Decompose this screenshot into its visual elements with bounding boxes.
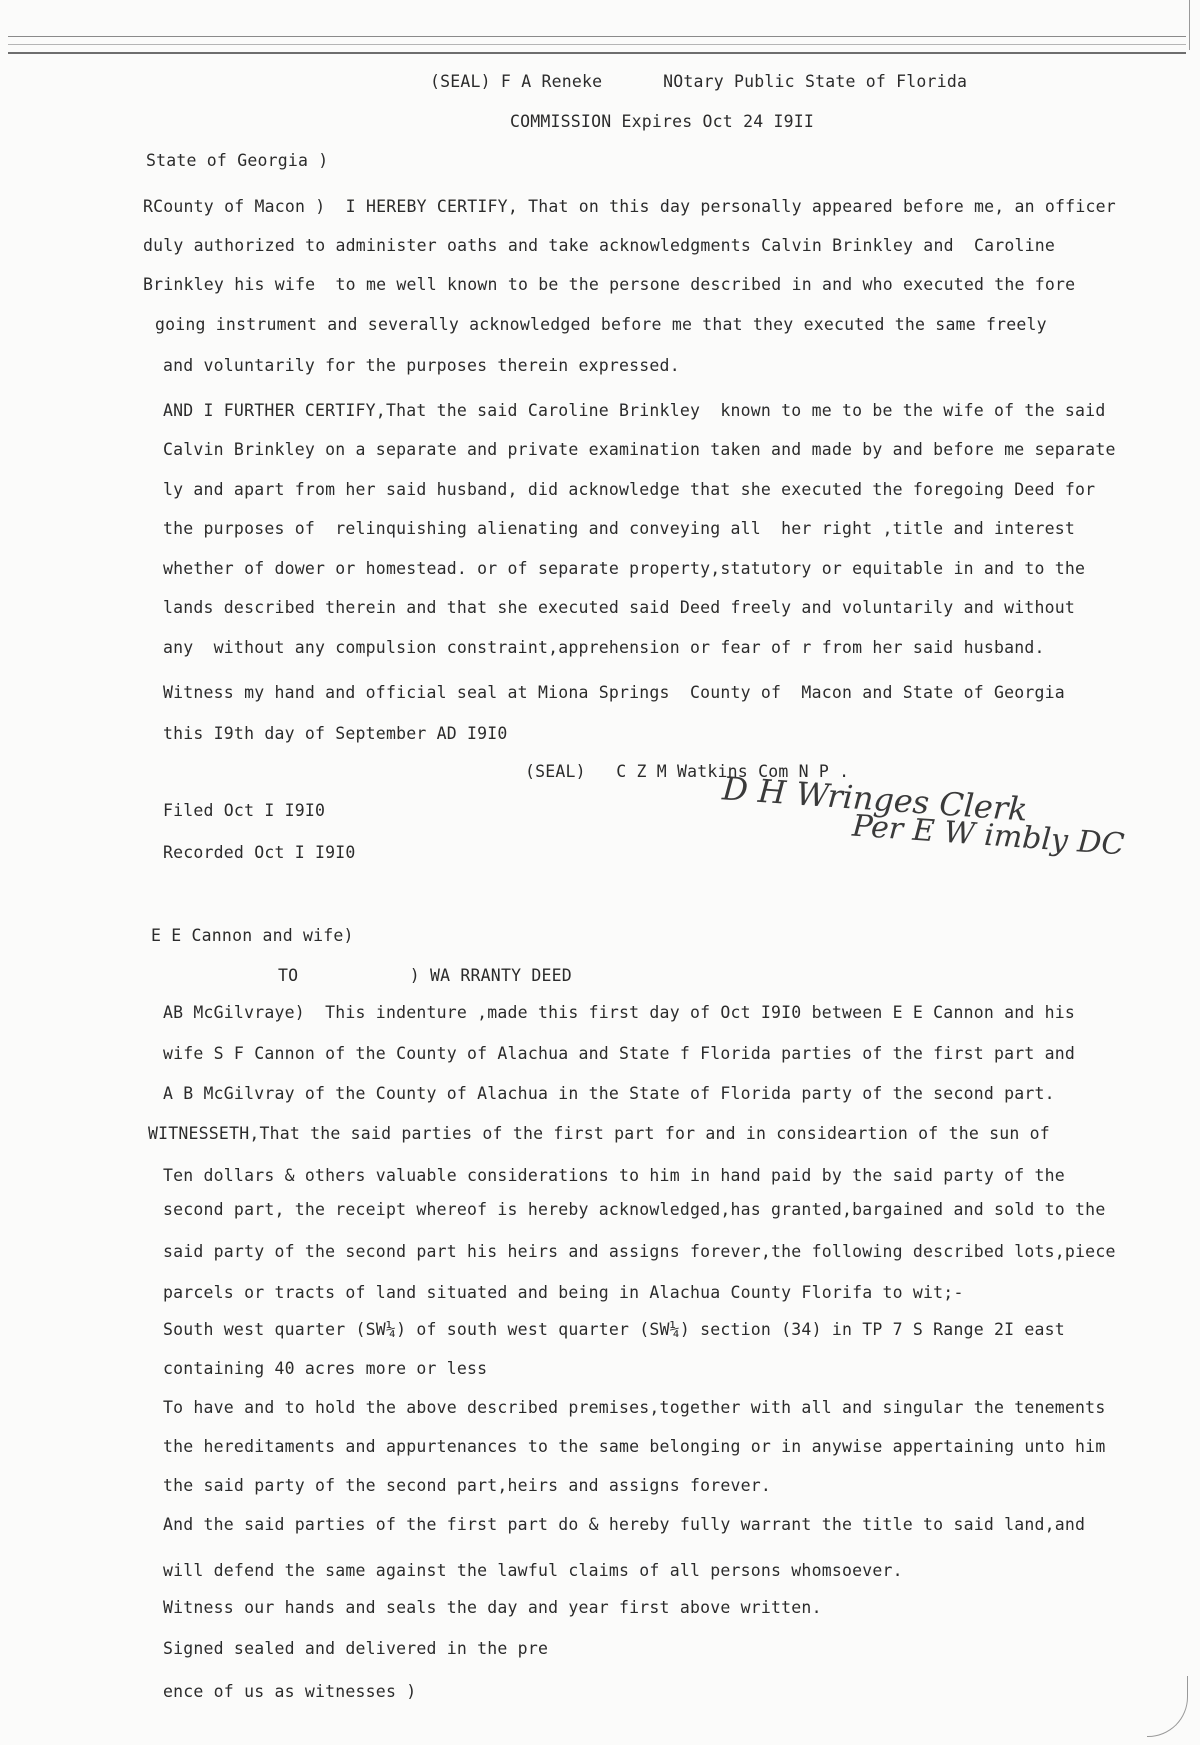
ack-line: duly authorized to administer oaths and take acknowledgments Calvin Brinkley and Caroline <box>143 236 1056 255</box>
deed-line: the hereditaments and appurtenances to the same belonging or in anywise appertaining unto him <box>163 1437 1106 1456</box>
ack-line: the purposes of relinquishing alienating and conveying all her right ,title and interest <box>163 519 1076 538</box>
deed-line: South west quarter (SW¼) of south west quarter (SW¼) section (34) in TP 7 S Range 2I east <box>163 1320 1065 1339</box>
ack-line: going instrument and severally acknowledged before me that they executed the same freely <box>155 315 1047 334</box>
deed-line: ence of us as witnesses ) <box>163 1682 417 1701</box>
ack-line: Calvin Brinkley on a separate and private examination taken and made by and before me separate <box>163 440 1116 459</box>
ack-line: this I9th day of September AD I9I0 <box>163 724 508 743</box>
deed-line: A B McGilvray of the County of Alachua in the State of Florida party of the second part. <box>163 1084 1055 1103</box>
deed-line: Ten dollars & others valuable considerations to him in hand paid by the said party of the <box>163 1166 1065 1185</box>
ack-line: whether of dower or homestead. or of separate property,statutory or equitable in and to the <box>163 559 1086 578</box>
deputy-clerk-signature: Per E W imbly DC <box>851 808 1126 863</box>
top-rule <box>8 44 1186 45</box>
deed-line: And the said parties of the first part do & hereby fully warrant the title to said land,and <box>163 1515 1086 1534</box>
deed-line: parcels or tracts of land situated and being in Alachua County Florifa to wit;- <box>163 1283 964 1302</box>
ack-line: Brinkley his wife to me well known to be the persone described in and who executed the fore <box>143 275 1076 294</box>
header-seal-line: (SEAL) F A Reneke NOtary Public State of Florida <box>430 72 968 91</box>
deed-line: AB McGilvraye) This indenture ,made this first day of Oct I9I0 between E E Cannon and his <box>163 1003 1076 1022</box>
notary-seal-line: (SEAL) C Z M Watkins Com N P . <box>525 762 850 781</box>
ack-line: lands described therein and that she executed said Deed freely and voluntarily and without <box>163 598 1076 617</box>
page-curl <box>1147 1676 1188 1737</box>
deed-line: To have and to hold the above described premises,together with all and singular the tenements <box>163 1398 1106 1417</box>
deed-line: Witness our hands and seals the day and year first above written. <box>163 1598 822 1617</box>
deed-party-line: E E Cannon and wife) <box>151 926 354 945</box>
deed-line: the said party of the second part,heirs and assigns forever. <box>163 1476 772 1495</box>
ack-line: ly and apart from her said husband, did acknowledge that she executed the foregoing Deed for <box>163 480 1096 499</box>
ack-line: RCounty of Macon ) I HEREBY CERTIFY, That on this day personally appeared before me, an officer <box>143 197 1116 216</box>
header-commission-line: COMMISSION Expires Oct 24 I9II <box>510 112 815 131</box>
page-edge <box>1189 0 1190 50</box>
recorded-line: Recorded Oct I I9I0 <box>163 843 356 862</box>
deed-line: wife S F Cannon of the County of Alachua and State f Florida parties of the first part and <box>163 1044 1076 1063</box>
deed-party-line: TO ) WA RRANTY DEED <box>278 966 572 985</box>
deed-line: second part, the receipt whereof is hereby acknowledged,has granted,bargained and sold to the <box>163 1200 1106 1219</box>
ack-line: any without any compulsion constraint,apprehension or fear of r from her said husband. <box>163 638 1045 657</box>
deed-line: Signed sealed and delivered in the pre <box>163 1639 549 1658</box>
filed-line: Filed Oct I I9I0 <box>163 801 326 820</box>
deed-line: containing 40 acres more or less <box>163 1359 488 1378</box>
venue-state: State of Georgia ) <box>146 151 329 170</box>
ack-line: and voluntarily for the purposes therein expressed. <box>163 356 680 375</box>
deed-line: said party of the second part his heirs and assigns forever,the following described lots,piece <box>163 1242 1116 1261</box>
ack-line: AND I FURTHER CERTIFY,That the said Caroline Brinkley known to me to be the wife of the said <box>163 401 1106 420</box>
clerk-signature: D H Wringes Clerk <box>721 769 1029 829</box>
deed-line: WITNESSETH,That the said parties of the first part for and in consideartion of the sun of <box>148 1124 1050 1143</box>
top-rule <box>8 52 1186 54</box>
ack-line: Witness my hand and official seal at Miona Springs County of Macon and State of Georgia <box>163 683 1065 702</box>
top-rule <box>8 36 1186 37</box>
deed-line: will defend the same against the lawful claims of all persons whomsoever. <box>163 1561 903 1580</box>
